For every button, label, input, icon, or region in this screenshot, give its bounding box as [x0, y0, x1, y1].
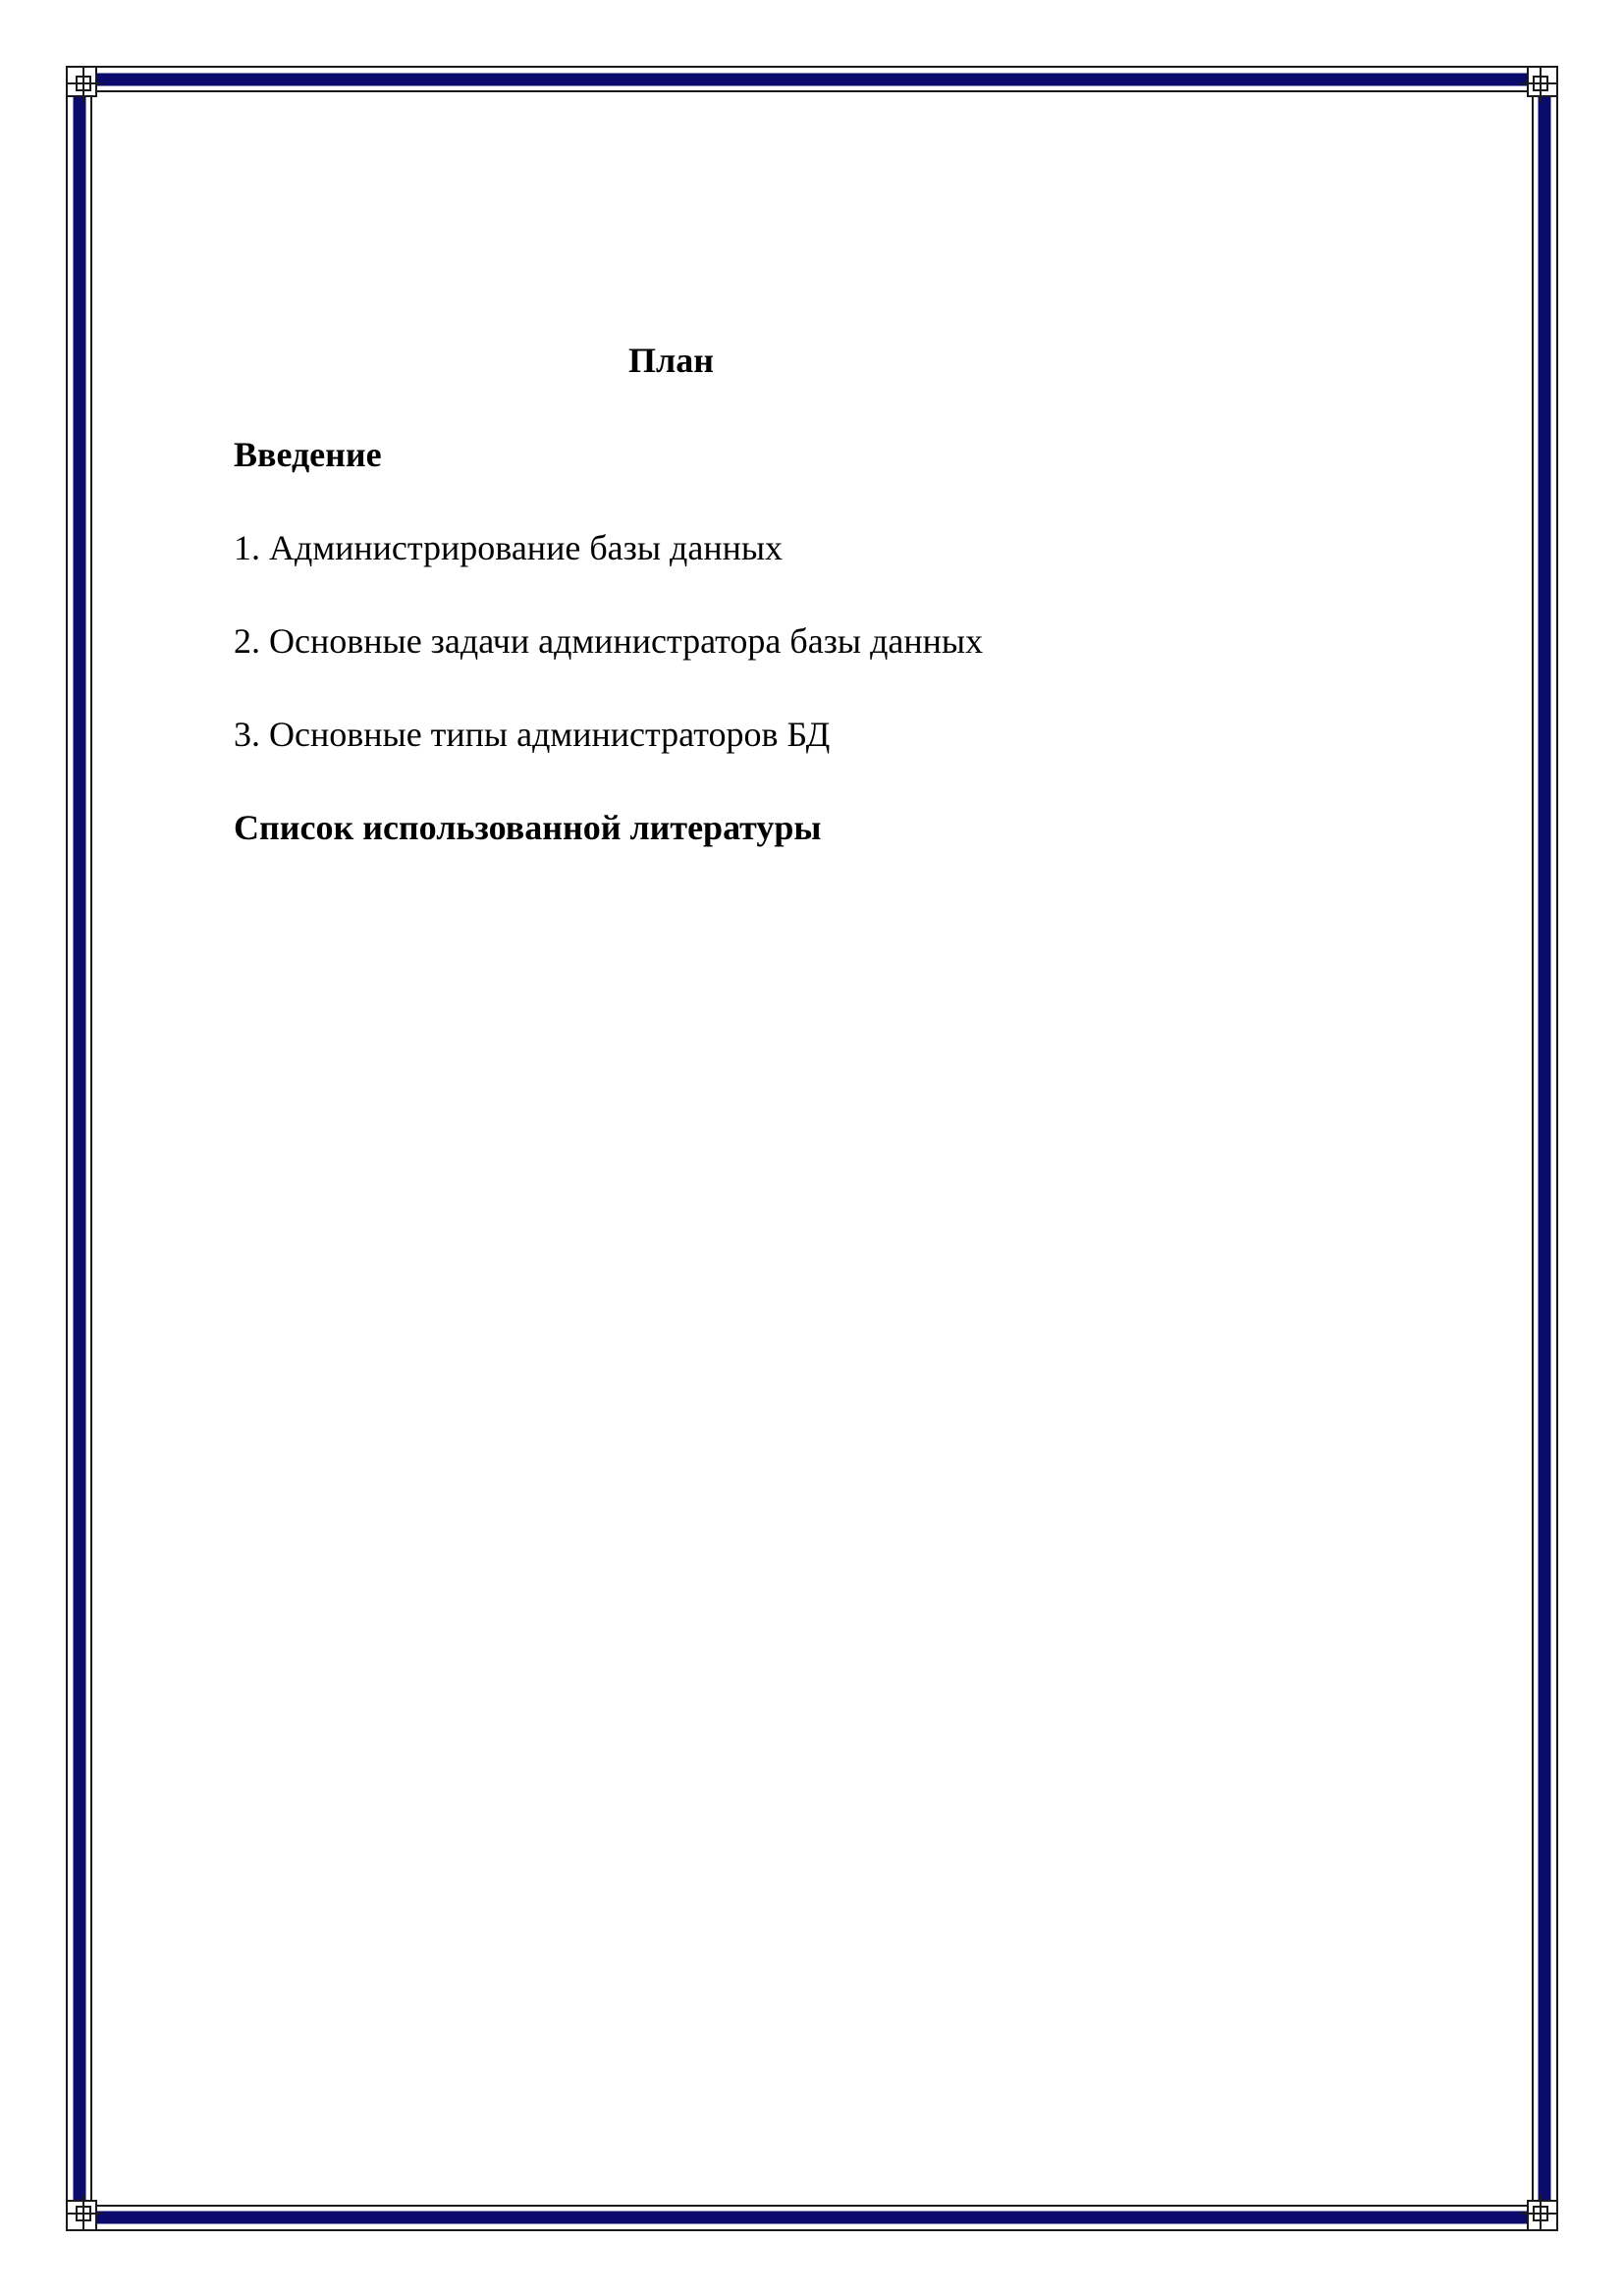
toc-item-references: Список использованной литературы [234, 808, 822, 847]
toc-item-2: 2. Основные задачи администратора базы данных [234, 621, 984, 661]
page-title: План [628, 341, 714, 380]
toc-item-1: 1. Администрирование базы данных [234, 528, 784, 567]
toc-item-3: 3. Основные типы администраторов БД [234, 715, 831, 754]
toc-item-introduction: Введение [234, 435, 382, 474]
